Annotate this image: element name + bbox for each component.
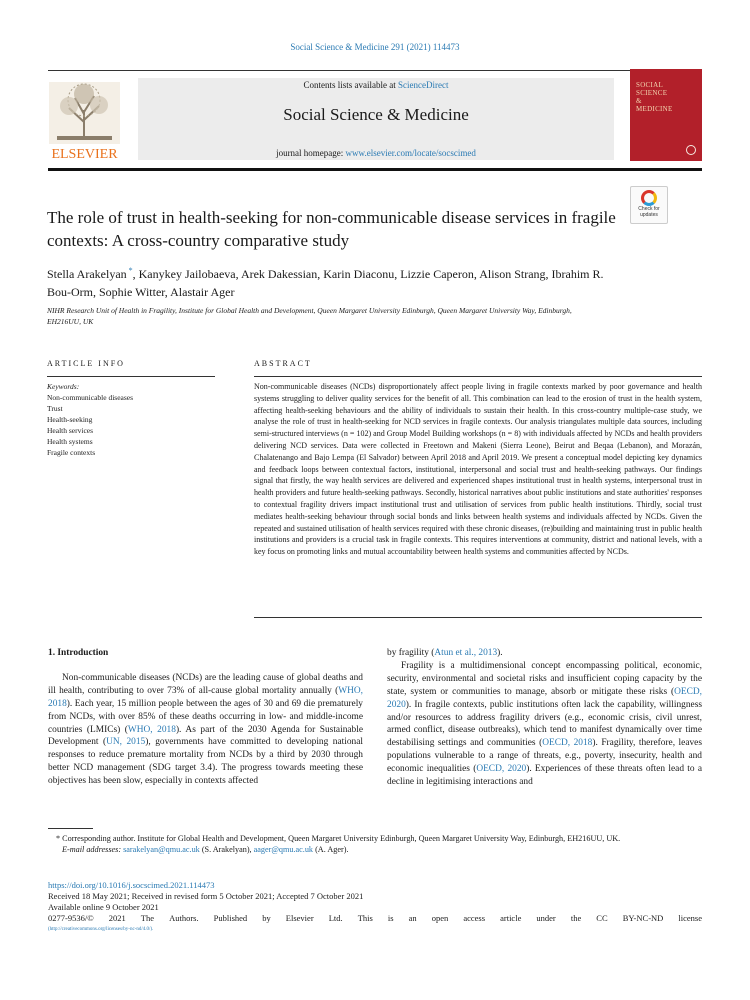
keyword-item: Trust: [47, 404, 63, 413]
cover-title-line: SOCIAL: [636, 81, 664, 89]
license-word: an: [408, 913, 417, 923]
elsevier-logo[interactable]: [47, 80, 122, 162]
check-for-updates-button[interactable]: [630, 186, 668, 224]
text-run: ). Each year, 15 million people between the ages of 30 and 69 die prematurely from NCDs, with over 85% of these deaths occurring in low- and middle-income countries (LMICs) (: [48, 698, 363, 735]
license-word: 2021: [108, 913, 126, 923]
publication-info: [48, 880, 702, 935]
other-authors[interactable]: , Kanykey Jailobaeva, Arek Dakessian, Karin Diaconu, Lizzie Caperon, Alison Strang, Ibrahim R. Bou-Orm, Sophie Witter, Alastair Ager: [47, 267, 604, 299]
cover-seal-icon: [686, 145, 696, 155]
sciencedirect-link[interactable]: ScienceDirect: [398, 80, 449, 90]
license-line: [48, 913, 702, 924]
journal-title: Social Science & Medicine: [283, 105, 469, 124]
crossmark-icon: [641, 190, 657, 206]
journal-citation[interactable]: Social Science & Medicine 291 (2021) 114473: [290, 42, 460, 52]
license-word: the: [570, 913, 582, 923]
license-word: access: [463, 913, 486, 923]
keyword-item: Non-communicable diseases: [47, 393, 134, 402]
paragraph-continuation: [387, 647, 702, 660]
text-run: Fragility is a multidimensional concept encompassing political, economic, security, environmental and societal risks and insufficient coping capacity by the state, system or communities to manage, absorb or mitigate these risks (: [387, 660, 702, 697]
footnote-rule: [48, 828, 93, 829]
header-bottom-rule: [48, 168, 702, 171]
author-list: [47, 262, 627, 301]
reference-link[interactable]: OECD, 2018: [542, 738, 593, 749]
corresponding-author-note: * Corresponding author. Institute for Global Health and Development, Queen Margaret University Edinburgh, Queen Margaret University Way, Edinburgh, EH216UU, UK.: [56, 834, 621, 843]
paragraph: [387, 660, 702, 789]
cover-title-line: SCIENCE: [636, 89, 668, 97]
journal-cover-thumbnail[interactable]: [630, 69, 702, 161]
license-word: This: [357, 913, 373, 923]
keywords-label: Keywords:: [47, 382, 80, 391]
article-info-heading: ARTICLE INFO: [47, 359, 125, 368]
license-word: BY-NC-ND: [622, 913, 664, 923]
text-run: ). In fragile contexts, public institutions often lack the capability, willingness and/or resources to address fragility drivers (e.g., economic crisis, civil unrest, armed conflict, disease outbreaks), which tend to manifest dynamically over time destabilising settings and communities (: [387, 699, 702, 749]
license-word: CC: [596, 913, 608, 923]
license-word: Published: [213, 913, 248, 923]
abstract-bottom-rule: [254, 617, 702, 618]
available-online: Available online 9 October 2021: [48, 902, 159, 912]
text-run: by fragility (: [387, 648, 435, 658]
text-run: ).: [497, 648, 503, 658]
license-word: Ltd.: [328, 913, 343, 923]
text-run: ). Experiences of these threats often lead to a decline in legitimising interactions and: [387, 764, 702, 788]
email-link[interactable]: aager@qmu.ac.uk: [253, 845, 314, 854]
keyword-item: Health services: [47, 426, 94, 435]
text-run: Non-communicable diseases (NCDs) are the leading cause of global deaths and ill health, contributing to over 73% of all-cause global mortality annually (: [48, 672, 363, 696]
abstract-rule: [254, 376, 702, 377]
license-word: article: [500, 913, 522, 923]
cover-title-line: &: [636, 97, 642, 105]
license-word: by: [262, 913, 271, 923]
abstract-heading: ABSTRACT: [254, 359, 312, 368]
license-word: is: [387, 913, 394, 923]
paragraph: [48, 672, 363, 788]
text-run: ). Fragility, therefore, leaves populations vulnerable to a range of threats, e.g., poverty, insecurity, health and economic inequalities (: [387, 738, 702, 775]
reference-link[interactable]: UN, 2015: [106, 737, 146, 748]
contents-line: [138, 80, 614, 90]
reference-link[interactable]: Atun et al., 2013: [434, 648, 498, 658]
email-link[interactable]: sarakelyan@qmu.ac.uk: [123, 845, 200, 854]
abstract-text: Non-communicable diseases (NCDs) disproportionately affect people living in fragile contexts marked by poor governance and health systems struggling to deliver quality services for the benefit of all. This combination can lead to the erosion of trust in the health system, affecting health-seeking behaviours and the ability of individuals to sustain their health. In this cross-country multiple-case study, we analyse the role of trust in health-seeking for NCD services in fragile contexts. Our analysis triangulates multiple data sources, including semi-structured interviews (n = 102) and Group Model Building workshops (n = 8) with individuals affected by NCDs and health providers delivering NCD services. Data were collected in Freetown and Makeni (Sierra Leone), Beirut and Beqaa (Lebanon), and Morazán, Chalatenango and Bajo Lempa (El Salvador) between April 2018 and April 2019. We present a conceptual model depicting key dynamics and feedback loops between contextual factors, institutional, interpersonal and social trust and health-seeking pathways. Our findings signal that firstly, the way health services are delivered and experienced shapes institutional trust in health systems, interpersonal trust in health providers and future health-seeking pathways. Secondly, historical narratives about public institutions and state authorities' responses to contextual fragility drivers impact institutional trust and utilisation of services from public health institutions. Thirdly, social trust mediates health-seeking behaviour through social bonds and links between health systems and individuals affected by NCDs. Given the repeated and sustained utilisation of health services required with these chronic diseases, (re)building and maintaining trust in public health institutions and providers is a crucial task in fragile contexts. This requires interventions at community, district and national levels, with a key focus on promoting links and mutual accountability between health systems and communities affected by NCDs.: [254, 382, 702, 557]
keyword-item: Fragile contexts: [47, 448, 96, 457]
elsevier-wordmark: ELSEVIER: [51, 147, 118, 162]
article-title: The role of trust in health-seeking for non-communicable disease services in fragile contexts: A cross-country comparative study: [47, 208, 616, 250]
article-history: Received 18 May 2021; Received in revised form 5 October 2021; Accepted 7 October 2021: [48, 891, 364, 901]
body-column-left: [48, 647, 363, 788]
license-word: license: [678, 913, 702, 923]
license-word: under: [536, 913, 556, 923]
homepage-prefix: journal homepage:: [276, 148, 346, 158]
license-word: Authors.: [169, 913, 199, 923]
email-owner: (A. Ager).: [313, 845, 349, 854]
check-updates-label: Check for: [638, 206, 660, 212]
email-owner: (S. Arakelyan),: [199, 845, 254, 854]
keyword-item: Health systems: [47, 437, 93, 446]
article-info-rule: [47, 376, 215, 377]
reference-link[interactable]: WHO, 2018: [127, 724, 176, 735]
footnote: [48, 833, 702, 855]
text-run: ). As part of the 2030 Agenda for Sustainable Development (: [48, 724, 364, 748]
reference-link[interactable]: OECD, 2020: [387, 686, 702, 710]
license-word: 0277-9536/©: [48, 913, 94, 923]
email-line: [48, 844, 702, 855]
homepage-line: [138, 148, 614, 158]
license-word: Elsevier: [285, 913, 314, 923]
cover-title: [636, 81, 673, 113]
doi-link[interactable]: https://doi.org/10.1016/j.socscimed.2021.114473: [48, 880, 215, 890]
corresponding-author-mark[interactable]: *: [126, 266, 133, 275]
reference-link[interactable]: OECD, 2020: [476, 764, 527, 775]
body-column-right: [387, 647, 702, 789]
header-top-rule: [48, 70, 702, 71]
reference-link[interactable]: WHO, 2018: [48, 685, 363, 709]
author-name[interactable]: Stella Arakelyan: [47, 267, 127, 281]
keyword-item: Health-seeking: [47, 415, 93, 424]
license-word: The: [140, 913, 154, 923]
affiliation: NIHR Research Unit of Health in Fragility, Institute for Global Health and Development, Queen Margaret University Edinburgh, Queen Margaret University Way, Edinburgh, EH216UU, UK: [47, 306, 572, 326]
contents-prefix: Contents lists available at: [303, 80, 398, 90]
license-word: open: [431, 913, 449, 923]
journal-banner: [138, 78, 614, 160]
elsevier-tree-icon: [47, 80, 122, 162]
email-label: E-mail addresses:: [62, 845, 124, 854]
section-heading-introduction: 1. Introduction: [48, 648, 109, 658]
keywords-block: [47, 381, 217, 458]
check-updates-label: updates: [640, 212, 658, 218]
homepage-link[interactable]: www.elsevier.com/locate/socscimed: [345, 148, 476, 158]
license-url-link[interactable]: (http://creativecommons.org/licenses/by-nc-nd/4.0/).: [48, 927, 154, 932]
text-run: ), governments have committed to developing national responses to reduce premature mortality from NCDs by a third by 2030 through better NCD management (SDG target 3.4). The progress towards meeting these objectives has been slow, especially in contexts affected: [48, 737, 363, 787]
cover-title-line: MEDICINE: [636, 105, 673, 113]
